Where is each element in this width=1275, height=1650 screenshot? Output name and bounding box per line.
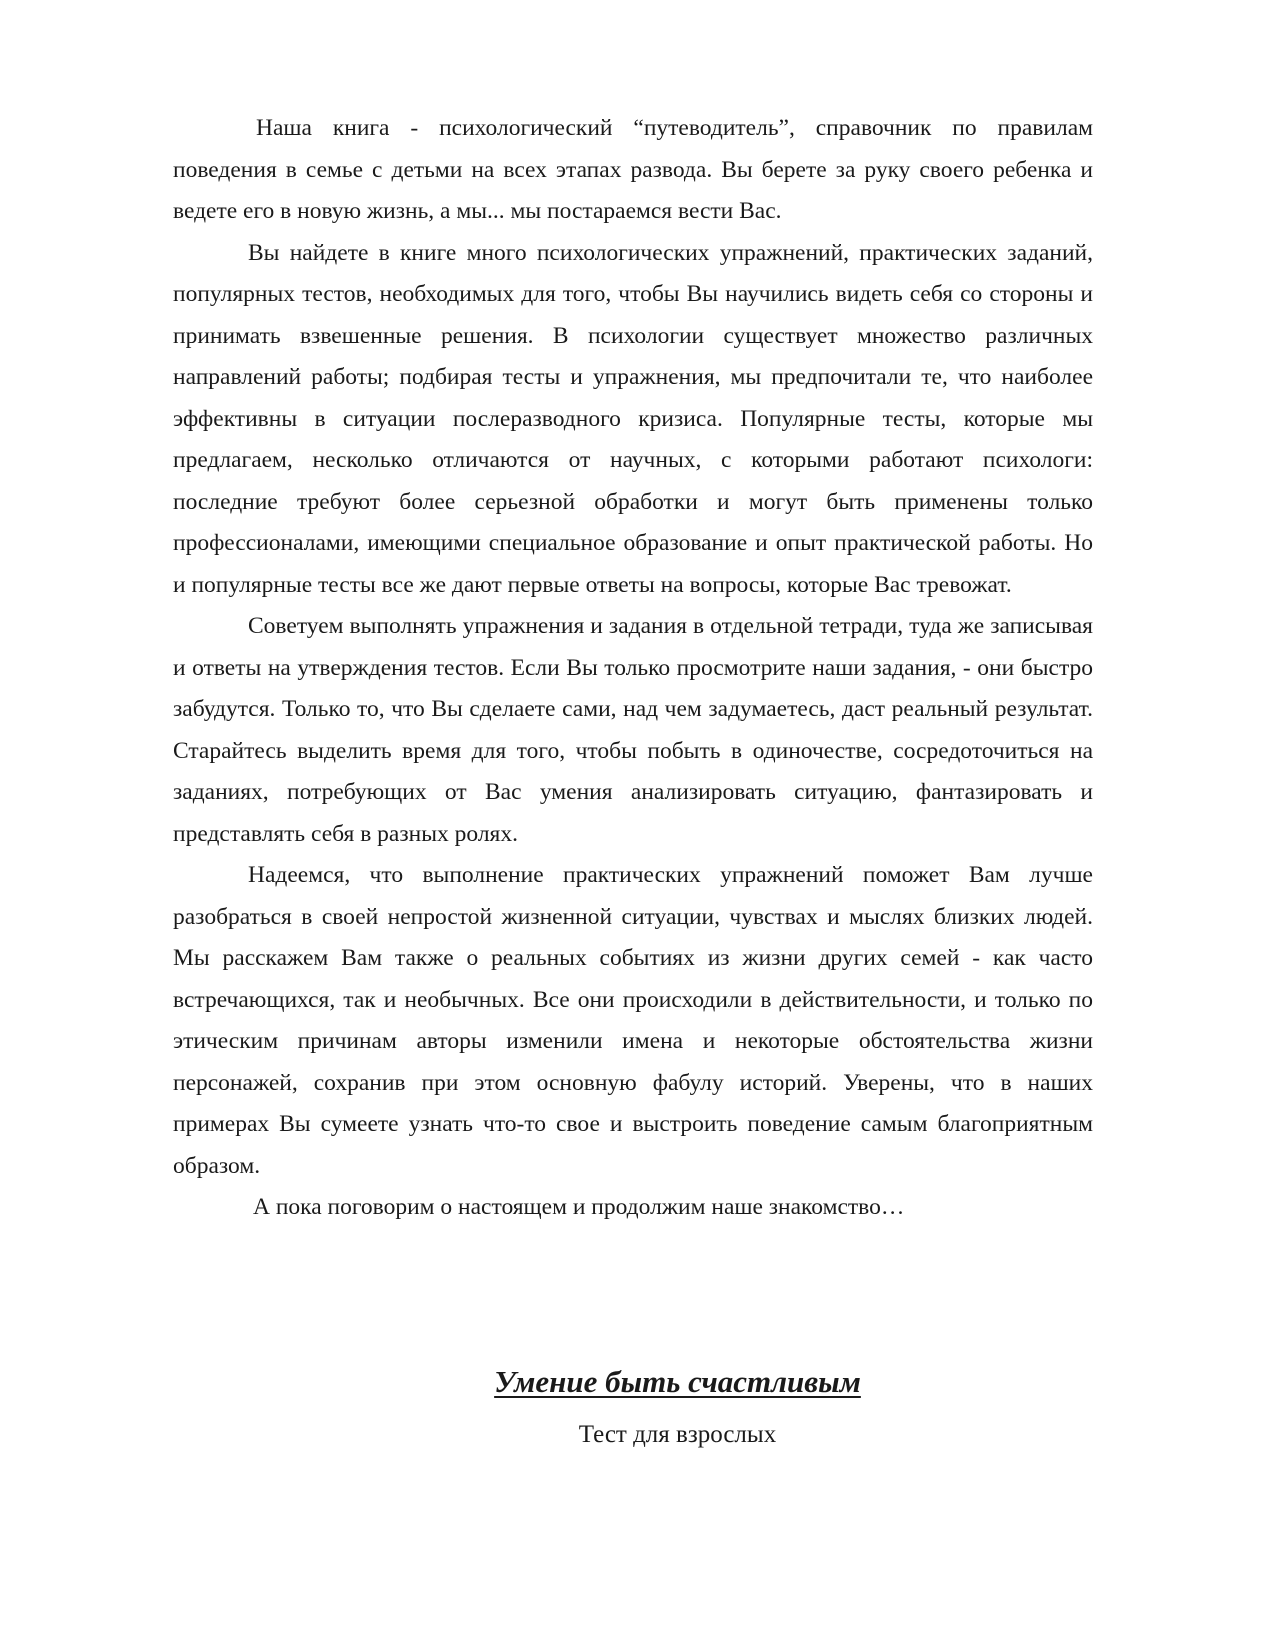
- paragraph-exercises: Вы найдете в книге много психологических упражнений, практических заданий, популярных тестов, необходимых для того, чтобы Вы научились видеть себя со стороны и принимать взвешенные решения. В психологии существует множество различных направлений работы; подбирая тесты и упражнения, мы предпочитали те, что наиболее эффективны в ситуации послеразводного кризиса. Популярные тесты, которые мы предлагаем, несколько отличаются от научных, с которыми работают психологи: последние требуют более серьезной обработки и могут быть применены только профессионалами, имеющими специальное образование и опыт практической работы. Но и популярные тесты все же дают первые ответы на вопросы, которые Вас тревожат.: [173, 239, 1093, 598]
- paragraph-examples: Надеемся, что выполнение практических упражнений поможет Вам лучше разобраться в своей непростой жизненной ситуации, чувствах и мыслях близких людей. Мы расскажем Вам также о реальных событиях из жизни других семей - как часто встречающихся, так и необычных. Все они происходили в действительности, и только по этическим причинам авторы изменили имена и некоторые обстоятельства жизни персонажей, сохранив при этом основную фабулу историй. Уверены, что в наших примерах Вы сумеете узнать что-то свое и выстроить поведение самым благоприятным образом.: [173, 862, 1093, 1179]
- section-subtitle: Тест для взрослых: [578, 1421, 777, 1448]
- paragraph-intro: Наша книга - психологический “путеводитель”, справочник по правилам поведения в семье с детьми на всех этапах развода. Вы берете за руку своего ребенка и ведете его в новую жизнь, а мы... мы постараемся вести Вас.: [173, 115, 1093, 224]
- paragraph-advice: Советуем выполнять упражнения и задания в отдельной тетради, туда же записывая и ответы на утверждения тестов. Если Вы только просмотрите наши задания, - они быстро забудутся. Только то, что Вы сделаете сами, над чем задумаетесь, даст реальный результат. Старайтесь выделить время для того, чтобы побыть в одиночестве, сосредоточиться на заданиях, потребующих от Вас умения анализировать ситуацию, фантазировать и представлять себя в разных ролях.: [173, 613, 1093, 847]
- paragraph-closing: А пока поговорим о настоящем и продолжим наше знакомство…: [253, 1194, 905, 1220]
- body-text: [173, 108, 1093, 1229]
- section-title: Умение быть счастливым: [494, 1364, 861, 1399]
